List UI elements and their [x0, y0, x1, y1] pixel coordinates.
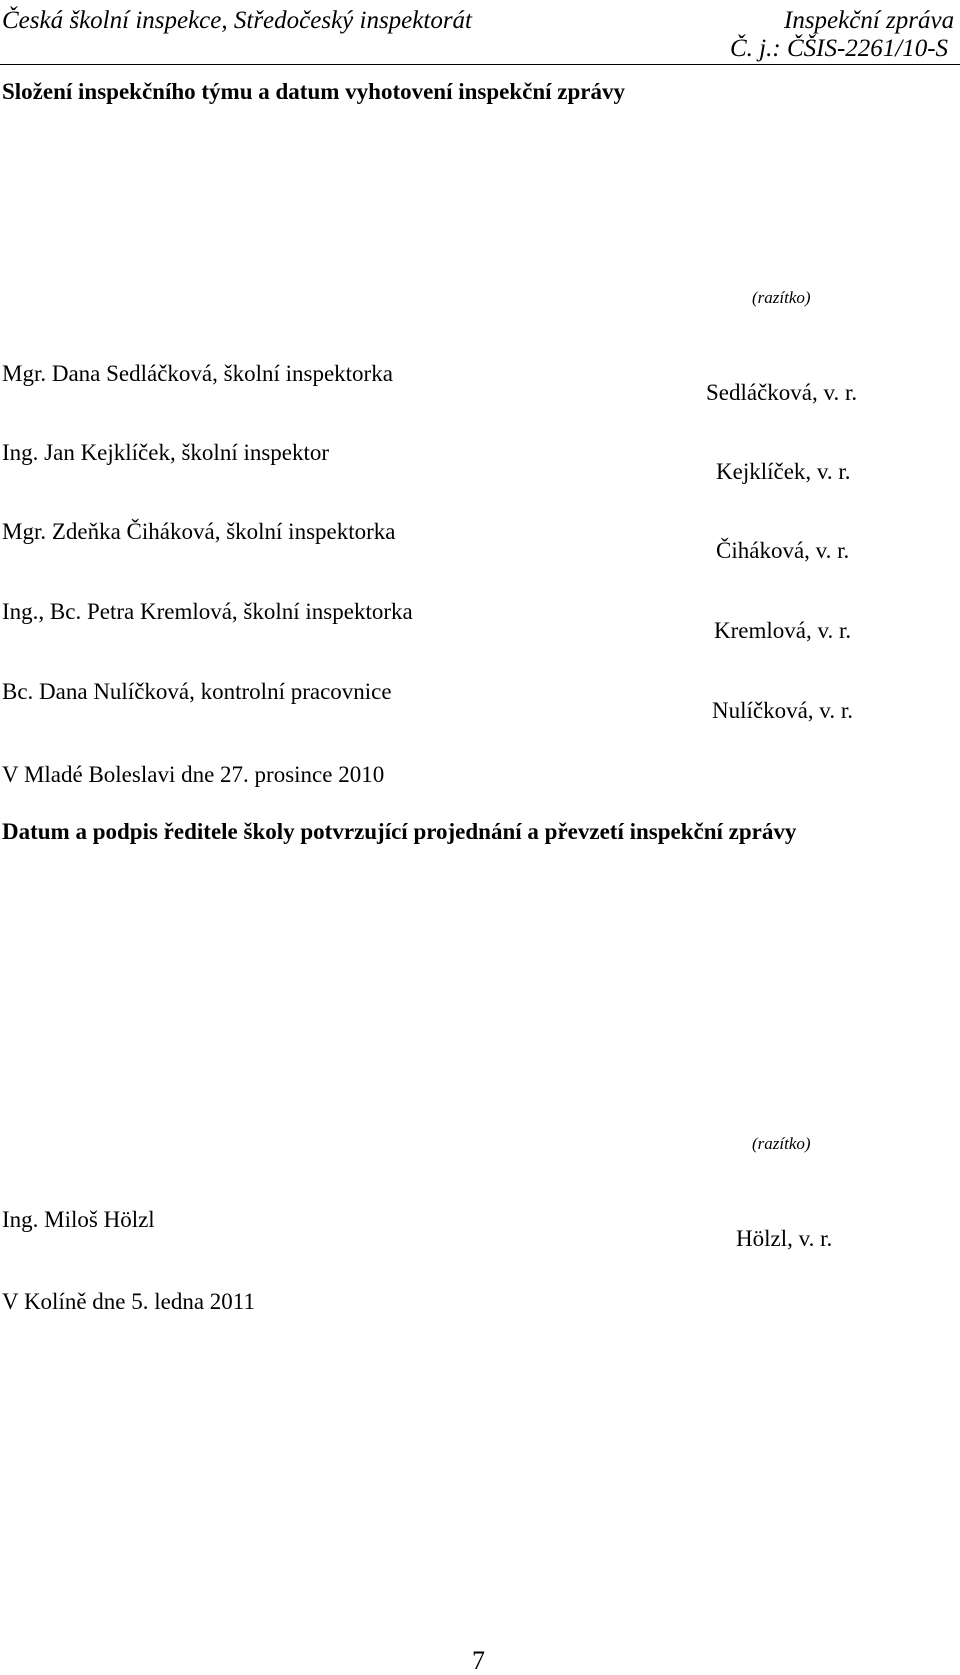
team-member-name: Ing., Bc. Petra Kremlová, školní inspektorka [2, 599, 413, 624]
header-reference-number: Č. j.: ČŠIS-2261/10-S [730, 35, 949, 62]
team-member-name: Mgr. Dana Sedláčková, školní inspektorka [2, 361, 393, 386]
header-report-type: Inspekční zpráva [784, 7, 955, 34]
team-member-signature: Čiháková, v. r. [716, 538, 850, 563]
team-stamp-label: (razítko) [752, 288, 811, 307]
director-stamp-label: (razítko) [752, 1134, 811, 1153]
header-divider [0, 64, 960, 65]
team-place-date: V Mladé Boleslavi dne 27. prosince 2010 [2, 762, 385, 787]
team-member-signature: Nulíčková, v. r. [712, 698, 853, 723]
team-section-title: Složení inspekčního týmu a datum vyhotovení inspekční zprávy [2, 79, 626, 104]
team-member-name: Mgr. Zdeňka Čiháková, školní inspektorka [2, 519, 396, 544]
director-signature: Hölzl, v. r. [736, 1226, 833, 1251]
team-member-name: Bc. Dana Nulíčková, kontrolní pracovnice [2, 679, 392, 704]
director-section-title: Datum a podpis ředitele školy potvrzující projednání a převzetí inspekční zprávy [2, 819, 797, 844]
team-member-signature: Kejklíček, v. r. [716, 459, 851, 484]
team-member-name: Ing. Jan Kejklíček, školní inspektor [2, 440, 330, 465]
header-institution: Česká školní inspekce, Středočeský inspektorát [2, 7, 472, 34]
director-name: Ing. Miloš Hölzl [2, 1207, 155, 1232]
director-place-date: V Kolíně dne 5. ledna 2011 [2, 1289, 255, 1314]
team-member-signature: Kremlová, v. r. [714, 618, 852, 643]
team-member-signature: Sedláčková, v. r. [706, 380, 858, 405]
page-number: 7 [472, 1646, 485, 1675]
